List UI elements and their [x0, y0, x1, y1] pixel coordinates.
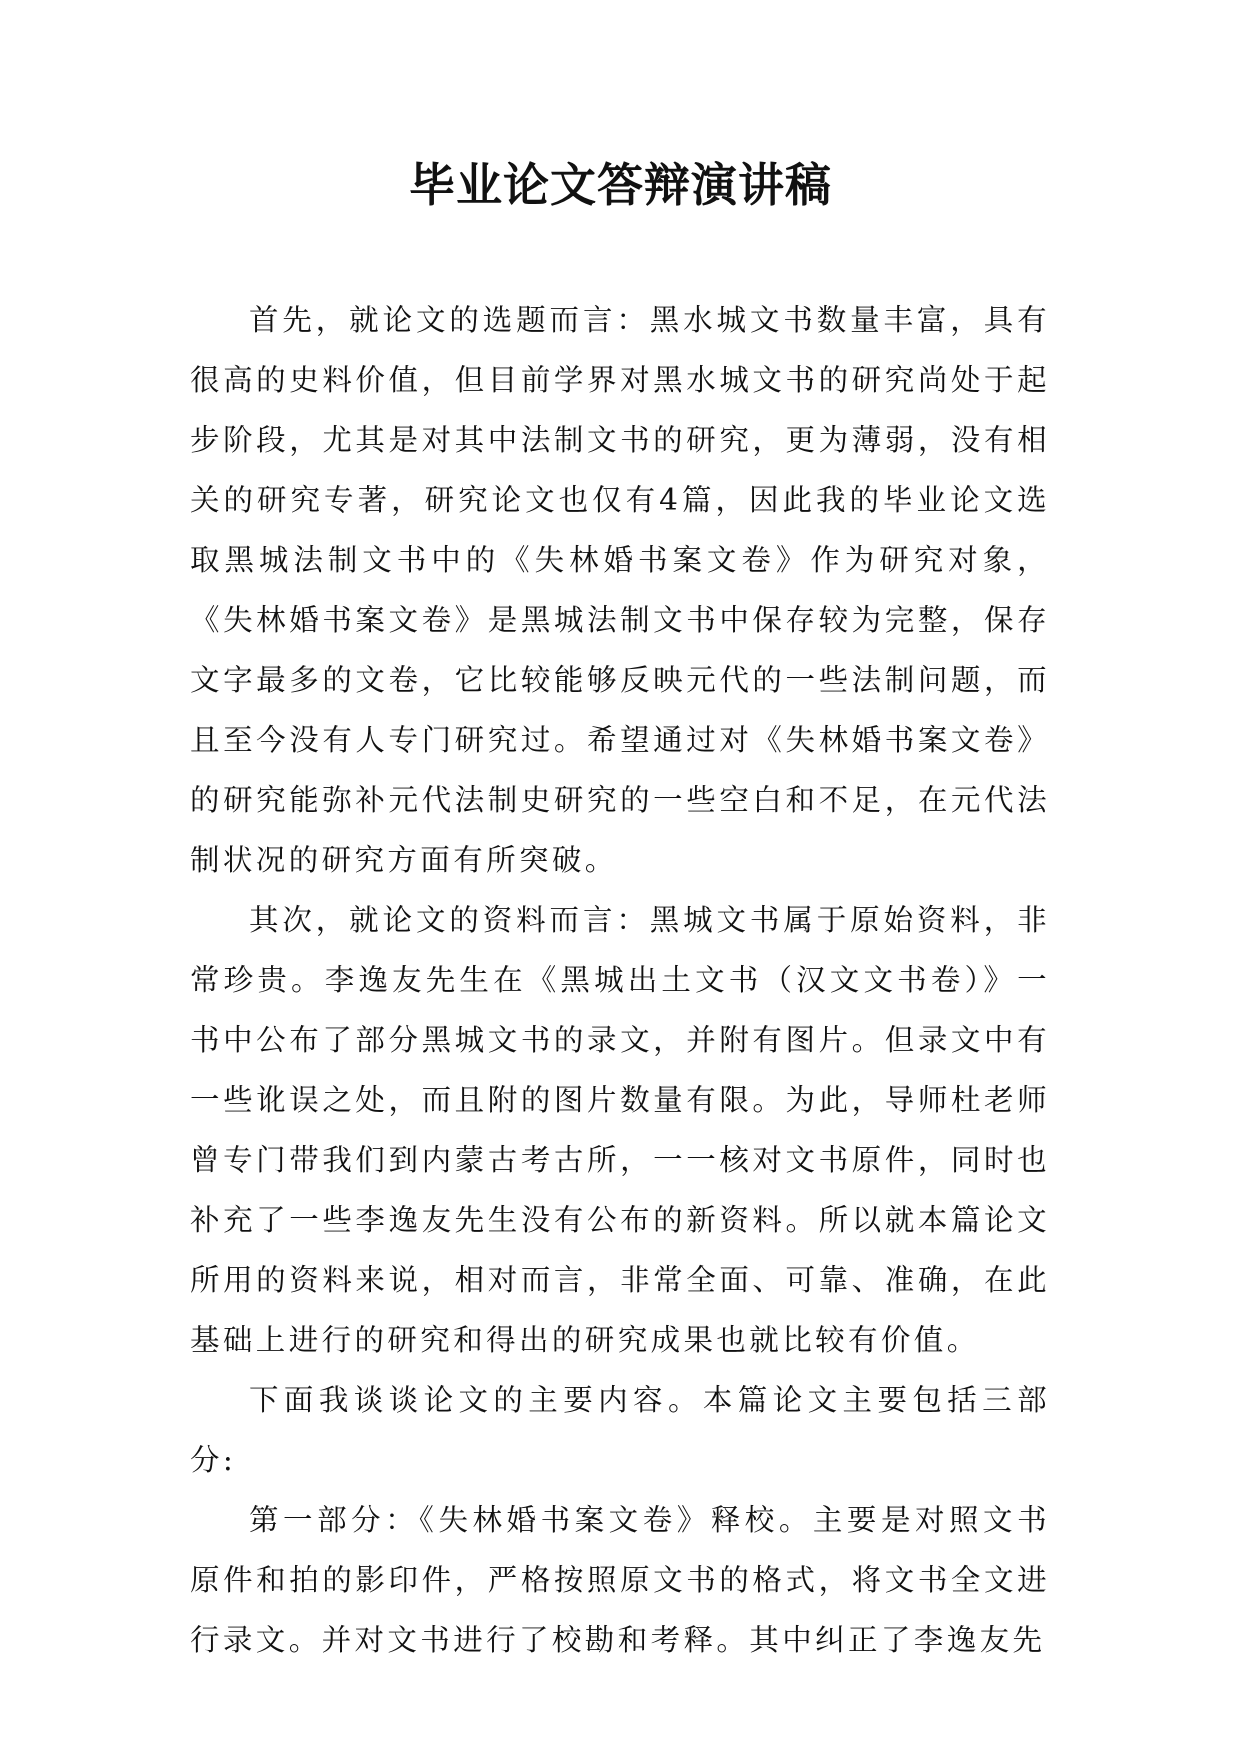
document-body [190, 290, 1050, 1670]
paragraph-part-one: 第一部分：《失林婚书案文卷》释校。主要是对照文书原件和拍的影印件，严格按照原文书的格式，将文书全文进行录文。并对文书进行了校勘和考释。其中纠正了李逸友先 [190, 1503, 1050, 1657]
paragraph-topic-selection: 首先，就论文的选题而言：黑水城文书数量丰富，具有很高的史料价值，但目前学界对黑水城文书的研究尚处于起步阶段，尤其是对其中法制文书的研究，更为薄弱，没有相关的研究专著，研究论文也仅有4篇，因此我的毕业论文选取黑城法制文书中的《失林婚书案文卷》作为研究对象，《失林婚书案文卷》是黑城法制文书中保存较为完整，保存文字最多的文卷，它比较能够反映元代的一些法制问题，而且至今没有人专门研究过。希望通过对《失林婚书案文卷》的研究能弥补元代法制史研究的一些空白和不足，在元代法制状况的研究方面有所突破。 [190, 303, 1050, 877]
paragraph-main-content-intro: 下面我谈谈论文的主要内容。本篇论文主要包括三部分: [190, 1383, 1050, 1477]
paragraph-source-materials: 其次，就论文的资料而言：黑城文书属于原始资料，非常珍贵。李逸友先生在《黑城出土文书（汉文文书卷）》一书中公布了部分黑城文书的录文，并附有图片。但录文中有一些讹误之处，而且附的图片数量有限。为此，导师杜老师曾专门带我们到内蒙古考古所，一一核对文书原件，同时也补充了一些李逸友先生没有公布的新资料。所以就本篇论文所用的资料来说，相对而言，非常全面、可靠、准确，在此基础上进行的研究和得出的研究成果也就比较有价值。 [190, 903, 1050, 1357]
document-title: 毕业论文答辩演讲稿 [409, 158, 832, 212]
